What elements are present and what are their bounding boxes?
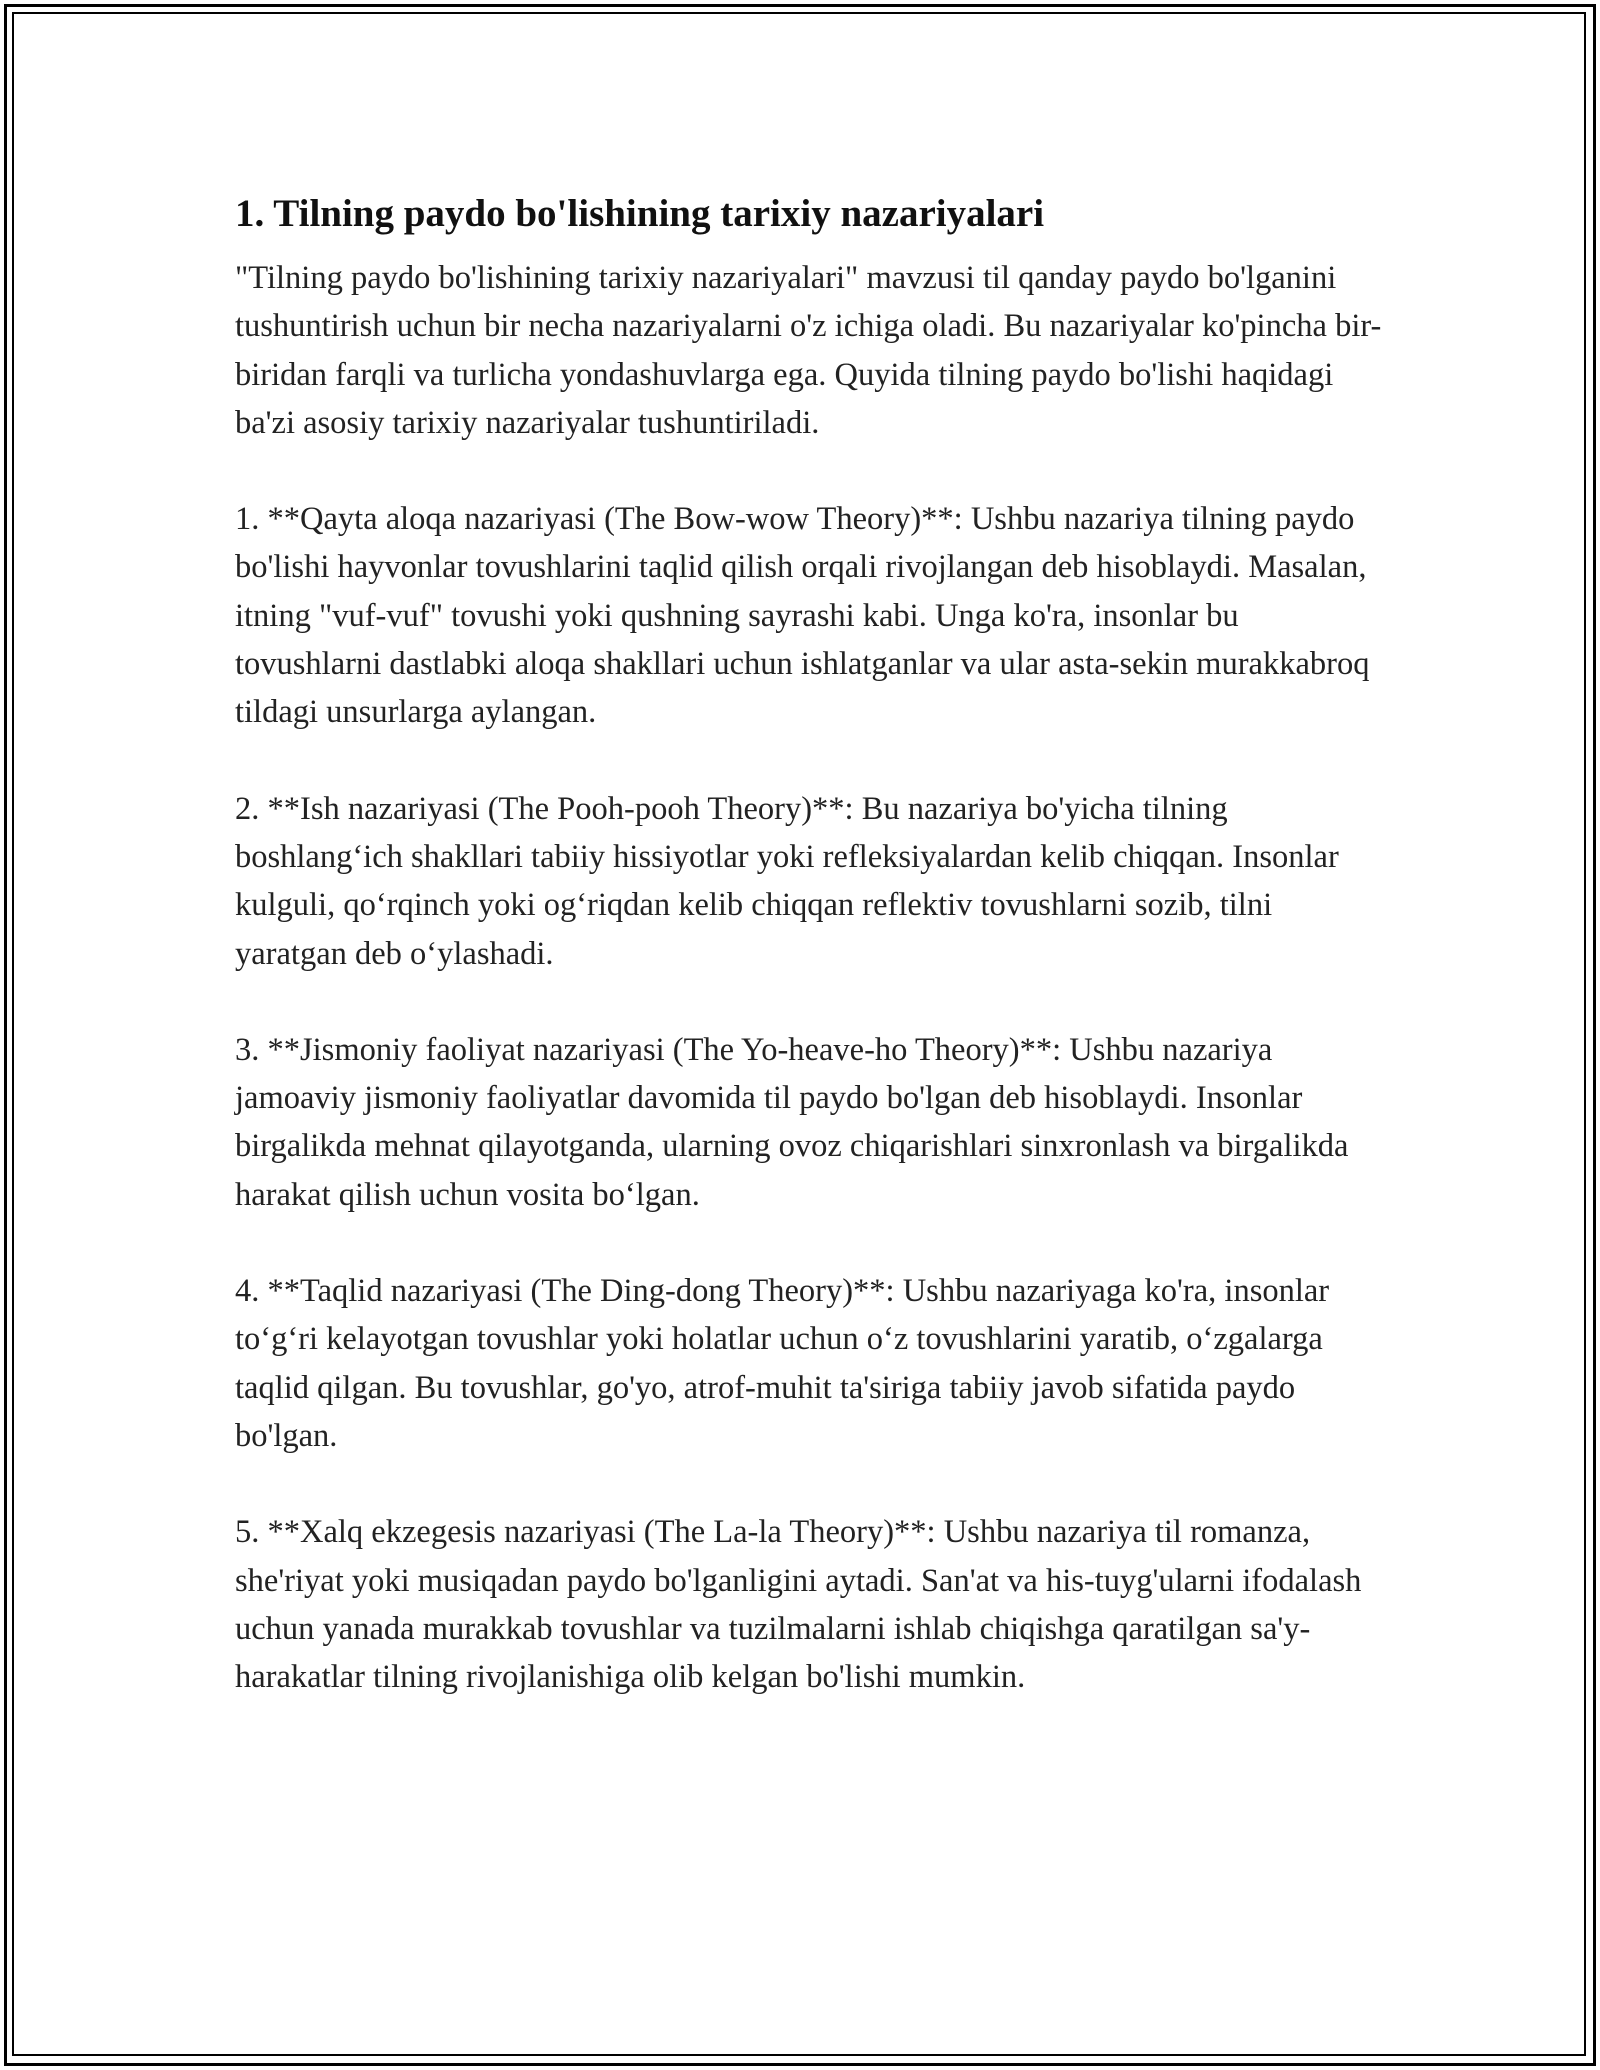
intro-paragraph: "Tilning paydo bo'lishining tarixiy nazariyalari" mavzusi til qanday paydo bo'lganini tushuntirish uchun bir necha nazariyalarni o'z ichiga oladi. Bu nazariyalar ko'pincha bir-biridan farqli va turlicha yondashuvlarga ega. Quyida tilning paydo bo'lishi haqidagi ba'zi asosiy tarixiy nazariyalar tushuntiriladi. — [235, 260, 1382, 441]
section-heading: 1. Tilning paydo bo'lishining tarixiy nazariyalari — [235, 192, 1045, 235]
theory-paragraph-pooh-pooh: 2. **Ish nazariyasi (The Pooh-pooh Theory)**: Bu nazariya bo'yicha tilning boshlang‘ich shakllari tabiiy hissiyotlar yoki refleksiyalardan kelib chiqqan. Insonlar kulguli, qo‘rqinch yoki og‘riqdan kelib chiqqan reflektiv tovushlarni sozib, tilni yaratgan deb o‘ylashadi. — [235, 790, 1339, 972]
theory-paragraph-ding-dong: 4. **Taqlid nazariyasi (The Ding-dong Theory)**: Ushbu nazariyaga ko'ra, insonlar to‘g‘ri kelayotgan tovushlar yoki holatlar uchun o‘z tovushlarini yaratib, o‘zgalarga taqlid qilgan. Bu tovushlar, go'yo, atrof-muhit ta'siriga tabiiy javob sifatida paydo bo'lgan. — [235, 1273, 1330, 1454]
document-body — [235, 186, 1385, 1749]
theory-paragraph-bow-wow: 1. **Qayta aloqa nazariyasi (The Bow-wow Theory)**: Ushbu nazariya tilning paydo bo'lishi hayvonlar tovushlarini taqlid qilish orqali rivojlangan deb hisoblaydi. Masalan, itning "vuf-vuf" tovushi yoki qushning sayrashi kabi. Unga ko'ra, insonlar bu tovushlarni dastlabki aloqa shakllari uchun ishlatganlar va ular asta-sekin murakkabroq tildagi unsurlarga aylangan. — [235, 501, 1370, 731]
theory-paragraph-la-la: 5. **Xalq ekzegesis nazariyasi (The La-la Theory)**: Ushbu nazariya til romanza, she'riyat yoki musiqadan paydo bo'lganligini aytadi. San'at va his-tuyg'ularni ifodalash uchun yanada murakkab tovushlar va tuzilmalarni ishlab chiqishga qaratilgan sa'y-harakatlar tilning rivojlanishiga olib kelgan bo'lishi mumkin. — [235, 1514, 1362, 1696]
theory-paragraph-yo-heave-ho: 3. **Jismoniy faoliyat nazariyasi (The Yo-heave-ho Theory)**: Ushbu nazariya jamoaviy jismoniy faoliyatlar davomida til paydo bo'lgan deb hisoblaydi. Insonlar birgalikda mehnat qilayotganda, ularning ovoz chiqarishlari sinxronlash va birgalikda harakat qilish uchun vosita bo‘lgan. — [235, 1031, 1349, 1213]
